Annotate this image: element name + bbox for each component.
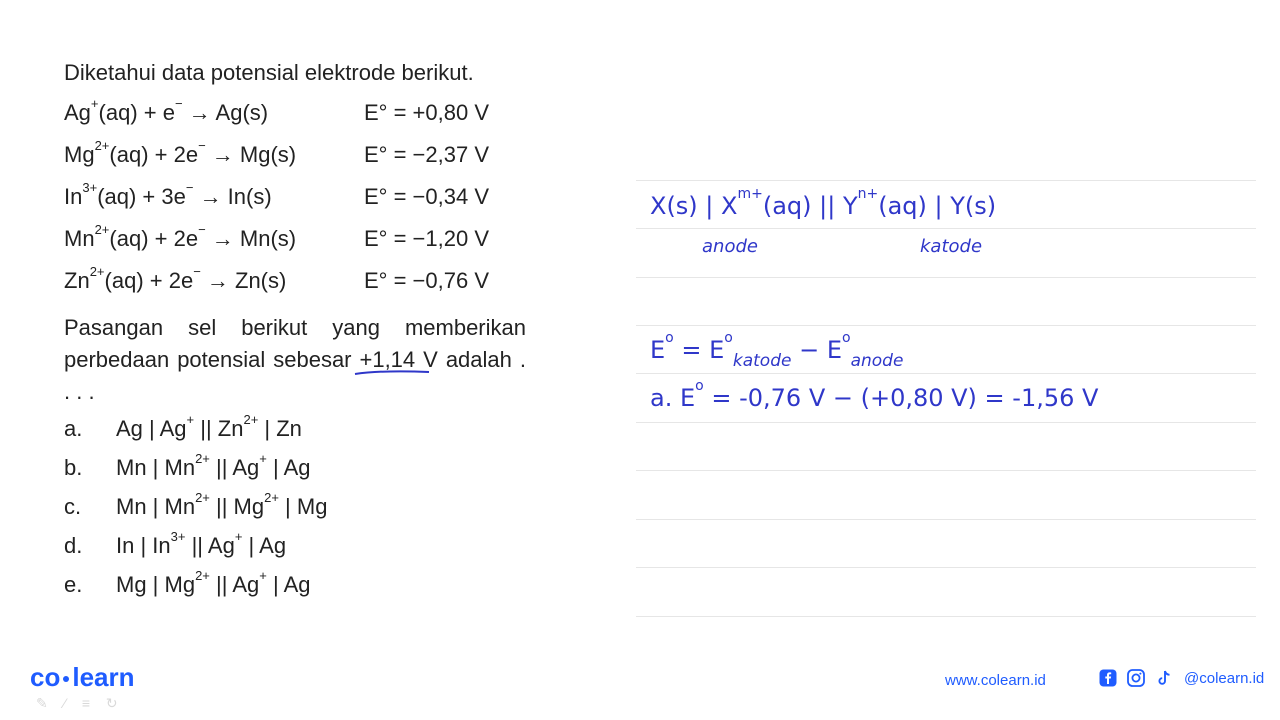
social-links <box>1098 668 1264 688</box>
social-handle[interactable]: @colearn.id <box>1184 669 1265 687</box>
instagram-icon[interactable] <box>1126 668 1146 688</box>
cell-potential-formula: $E^o = E^o_{katode} - E^o_{anode}$ <box>650 330 904 371</box>
reaction-potential: E° = −2,37 V <box>364 142 489 167</box>
reaction-row: $In^{3+}(aq) + 3e^- \to In(s) E^\circ = -0,34$ V <box>64 180 489 209</box>
logo-dot <box>63 676 69 682</box>
question-intro: Diketahui data potensial elektrode berikut. <box>64 60 474 85</box>
toolbar-ghost-icons: ✎ ⁄ ≡ ↻ <box>36 695 124 711</box>
facebook-icon[interactable] <box>1098 668 1118 688</box>
ruled-line <box>636 422 1256 423</box>
ruled-line <box>636 470 1256 471</box>
question-prompt: Pasangan sel berikut yang memberikan perbedaan potensial sebesar +1,14 V adalah . . . . <box>64 315 526 404</box>
ruled-line <box>636 180 1256 181</box>
ruled-line <box>636 567 1256 568</box>
option-a[interactable]: a. Ag | Ag+ || $Zn^{2+}$ | Zn <box>64 412 302 441</box>
reaction-potential: E° = −0,76 V <box>364 268 489 293</box>
website-link[interactable]: www.colearn.id <box>945 672 1046 689</box>
option-b[interactable]: b. Mn | $Mn^{2+}$ || Ag+ | Ag <box>64 451 311 480</box>
ruled-line <box>636 616 1256 617</box>
reaction-row: Ag+(aq) + e− → Ag(s) E° = +0,80 V <box>64 96 489 125</box>
katode-label: katode <box>920 236 983 257</box>
reaction-potential: E° = −1,20 V <box>364 226 489 251</box>
reaction-row: $Zn^{2+}(aq) + 2e^- \to Zn(s) E^\circ = -0,76$ V <box>64 264 489 293</box>
reaction-row: $Mn^{2+}(aq) + 2e^- \to Mn(s) E^\circ = -1,20$ V <box>64 222 489 251</box>
ruled-line <box>636 277 1256 278</box>
cell-notation: X(s) | $X^{m+}(aq)$ || $Y^{n+}(aq)$ | Y(s) <box>650 186 997 220</box>
option-c[interactable]: c. Mn | $Mn^{2+}$ || $Mg^{2+}$ | Mg <box>64 490 328 519</box>
anode-label: anode <box>702 236 758 257</box>
ruled-line <box>636 325 1256 326</box>
reaction-potential: E° = −0,34 V <box>364 184 489 209</box>
answer-a-calculation: a. $E^o = -0,76$ V − (+0,80 V) = -1,56 V <box>650 378 1099 412</box>
option-e[interactable]: e. Mg | $Mg^{2+}$ || Ag+ | Ag <box>64 568 311 597</box>
colearn-logo[interactable]: co learn <box>30 662 135 692</box>
underlined-value: +1,14 <box>359 344 415 376</box>
ruled-line <box>636 373 1256 374</box>
ruled-line <box>636 228 1256 229</box>
underline-stroke <box>353 368 431 378</box>
reaction-row: $Mg^{2+}(aq) + 2e^- \to Mg(s) E^\circ = -2,37$ V <box>64 138 489 167</box>
option-d[interactable]: d. In | $In^{3+}$ || Ag+ | Ag <box>64 529 287 558</box>
reaction-potential: E° = +0,80 V <box>364 100 489 125</box>
ruled-line <box>636 519 1256 520</box>
tiktok-icon[interactable] <box>1154 668 1174 688</box>
